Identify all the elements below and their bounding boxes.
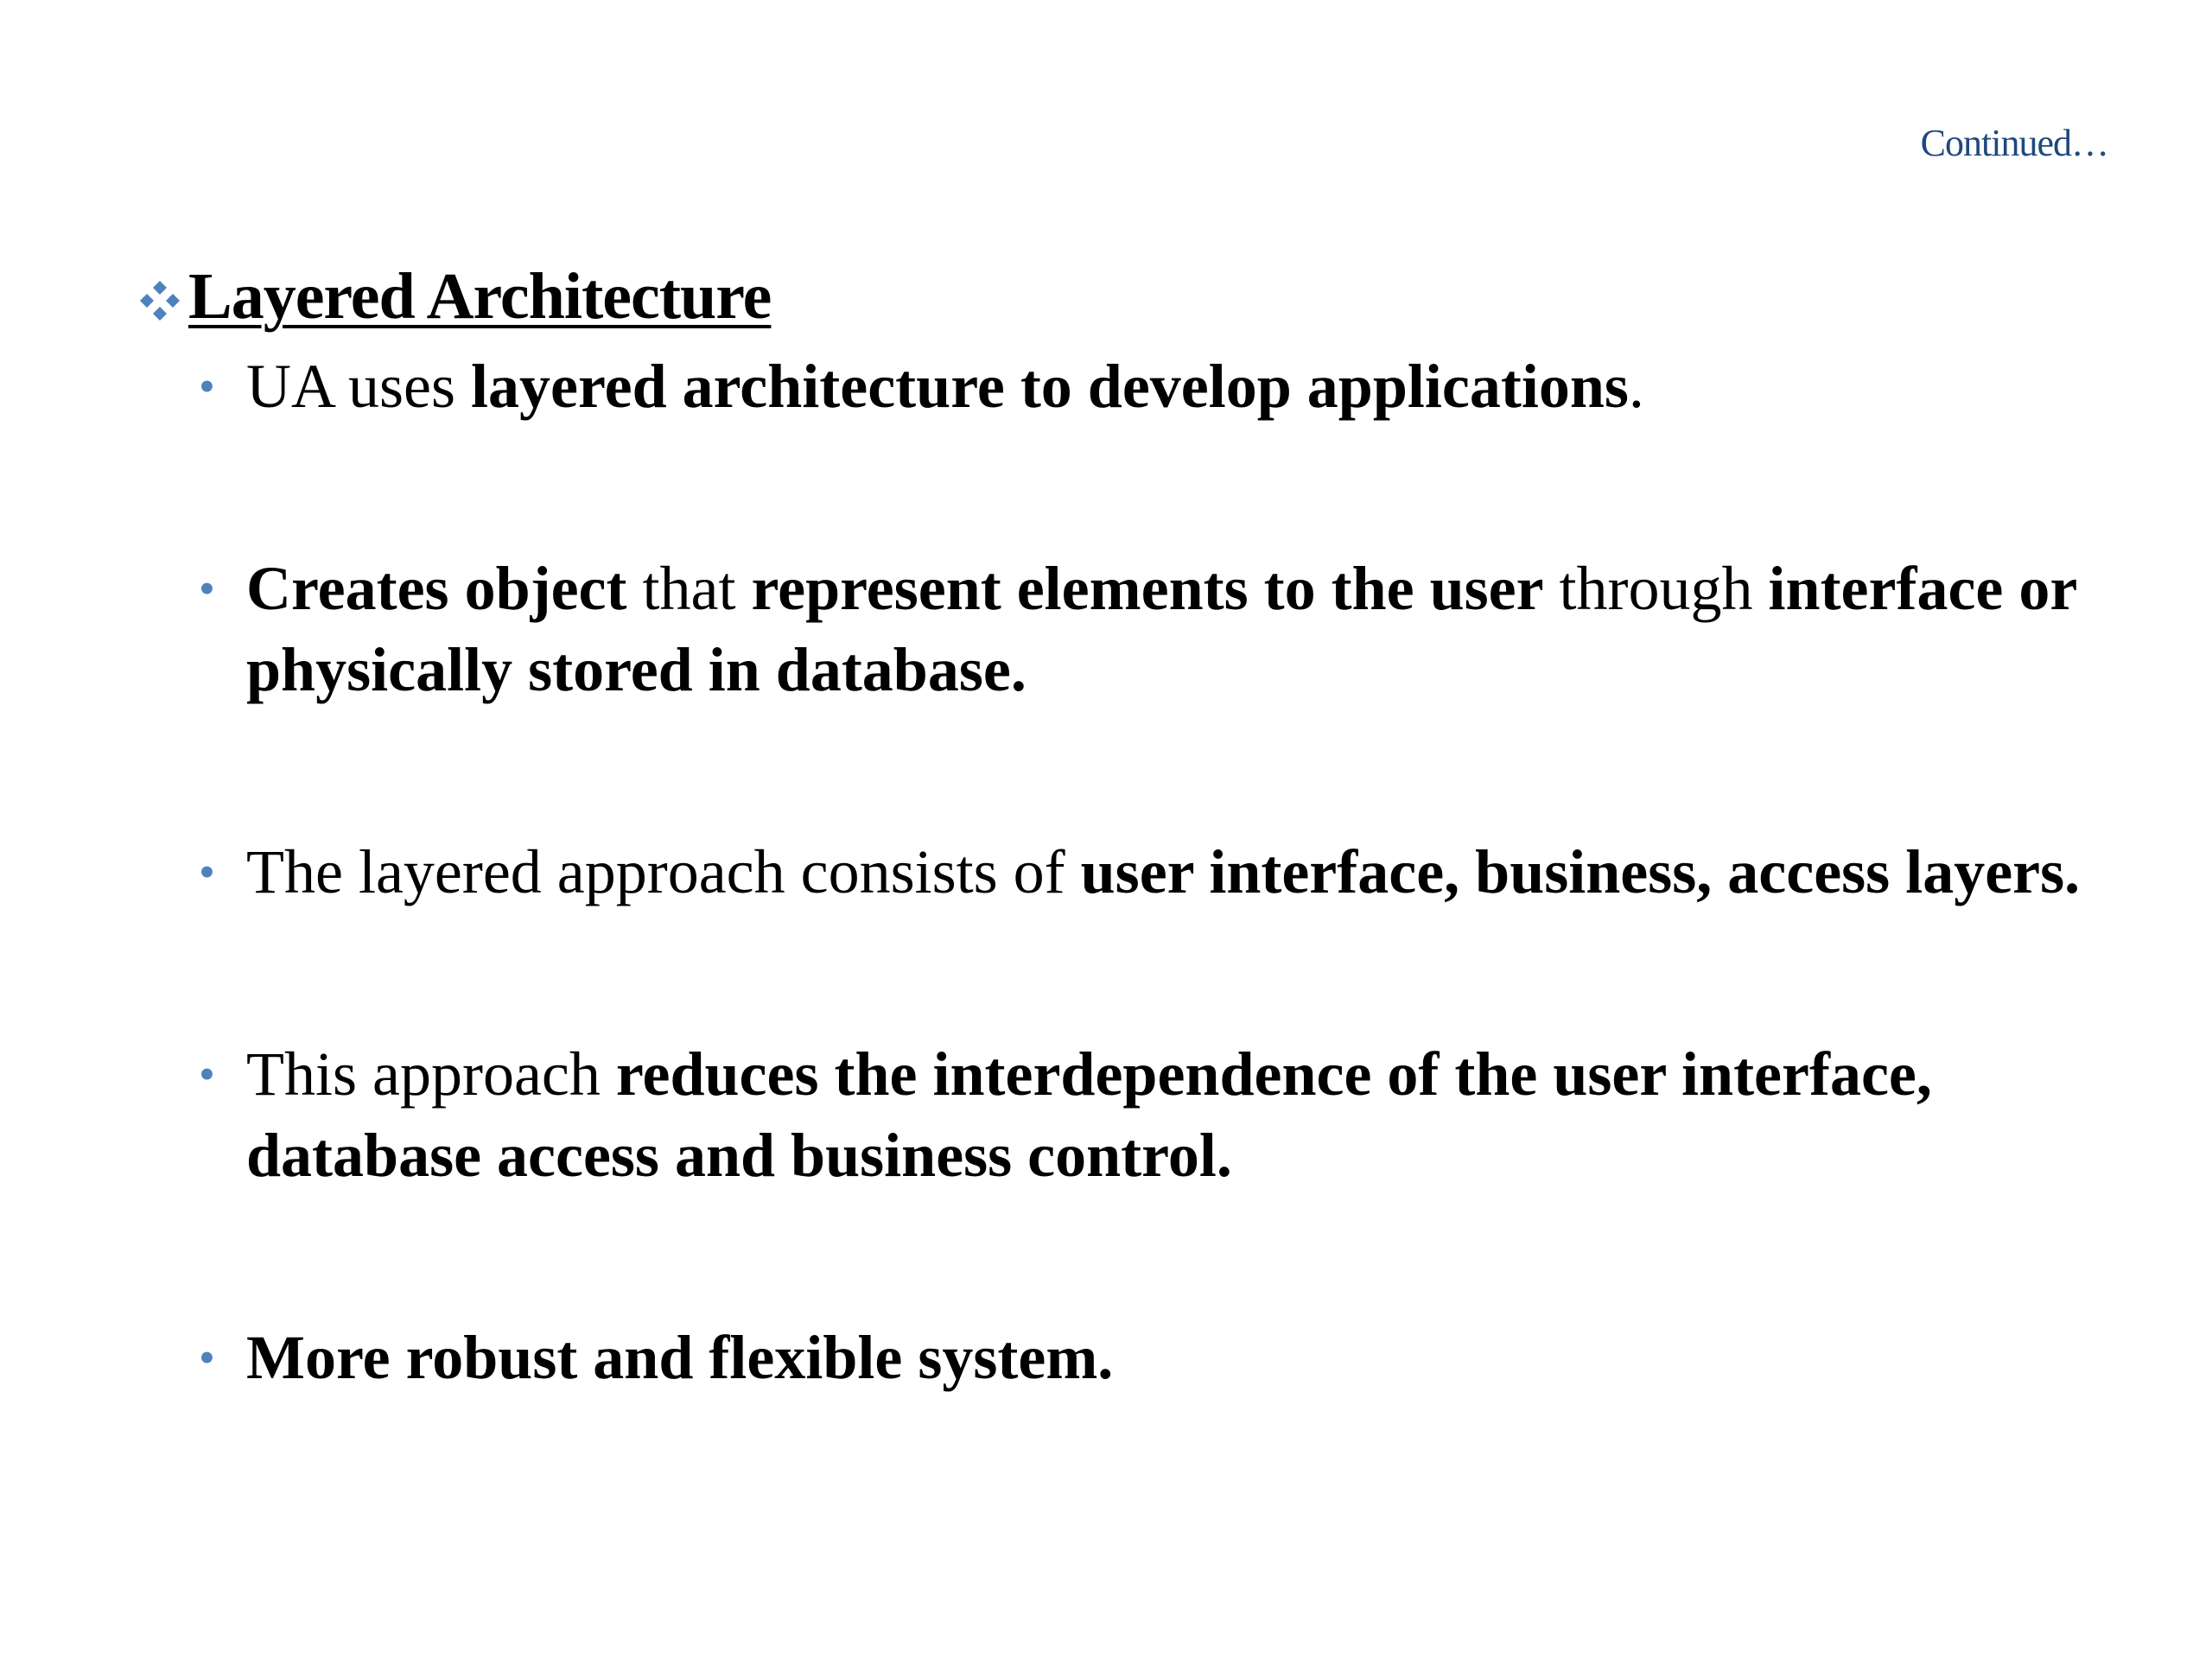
bullet-item (199, 548, 2126, 710)
bullet-dot-icon: • (199, 360, 215, 412)
bullet-text-part: layered architecture to develop applications (471, 352, 1629, 421)
continued-label: Continued… (1920, 122, 2108, 164)
bullet-dot-icon: • (199, 1332, 215, 1383)
bullet-text-part: through (1543, 554, 1769, 623)
bullet-dot-icon: • (199, 563, 215, 614)
bullet-text-part: The layered approach consists of (246, 837, 1081, 906)
bullet-text-part: Creates object (246, 554, 627, 623)
bullet-item (199, 346, 2126, 427)
bullet-item (199, 1317, 2126, 1398)
bullet-text-part: user interface, business, access layers. (1080, 837, 2081, 906)
bullet-text-part: that (626, 554, 752, 623)
bullet-dot-icon: • (199, 846, 215, 898)
section-heading (137, 259, 771, 334)
bullet-text-part: interface or physically stored in database. (246, 554, 2077, 704)
bullet-item (199, 831, 2126, 912)
bullet-text-part: reduces the interdependence of the user interface, database access and business control. (246, 1039, 1932, 1190)
four-diamond-bullet-icon (137, 277, 183, 324)
bullet-text-part: UA uses (246, 352, 472, 421)
bullet-text-part: represent elements to the user (751, 554, 1544, 623)
bullet-list (199, 346, 2126, 1519)
section-title: Layered Architecture (188, 260, 772, 333)
bullet-text-part: . (1628, 352, 1644, 421)
bullet-item (199, 1033, 2126, 1196)
bullet-text-part: More robust and flexible system. (246, 1323, 1114, 1392)
bullet-text-part: This approach (246, 1039, 616, 1109)
bullet-dot-icon: • (199, 1048, 215, 1100)
